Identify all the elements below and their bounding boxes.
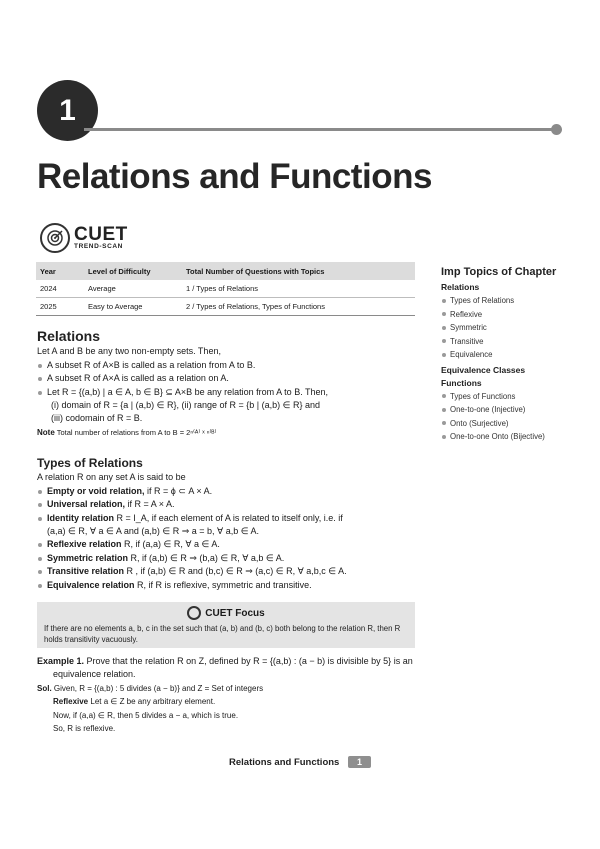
definition: R = I_A, if each element of A is related to itself only, i.e. if	[114, 512, 343, 523]
col-topics: Total Number of Questions with Topics	[182, 262, 415, 280]
sol-label: Sol.	[37, 683, 52, 693]
section-heading: Types of Relations	[37, 456, 143, 470]
solution-line: Now, if (a,a) ∈ R, then 5 divides a − a, which is true.	[53, 710, 239, 720]
topic-group-relations: Relations	[441, 282, 480, 292]
list-item	[37, 498, 427, 511]
list-item: Symmetric	[441, 321, 591, 335]
note-text: Total number of relations from A to B = 2ⁿ⁽ᴬ⁾ ˣ ⁿ⁽ᴮ⁾	[56, 427, 217, 437]
page-footer	[0, 756, 600, 768]
focus-text: If there are no elements a, b, c in the set such that (a, b) and (b, c) both belong to the relation R, then R holds transitivity vacuously.	[44, 624, 401, 644]
list-item: One-to-one (Injective)	[441, 403, 591, 417]
cell-year: 2024	[36, 280, 84, 298]
chapter-number-badge	[37, 80, 98, 141]
target-icon	[40, 223, 70, 253]
list-item: One-to-one Onto (Bijective)	[441, 430, 591, 444]
definition: R , if (a,b) ∈ R and (b,c) ∈ R ⇒ (a,c) ∈ R, ∀ a,b,c ∈ A.	[124, 566, 347, 577]
definition: R, if (a,a) ∈ R, ∀ a ∈ A.	[121, 539, 220, 550]
paragraph: Let A and B be any two non-empty sets. Then,	[37, 346, 221, 357]
list-item	[37, 552, 427, 565]
example-label: Example 1.	[37, 656, 85, 666]
focus-title: CUET Focus	[205, 607, 265, 619]
trend-table-header	[36, 262, 415, 280]
example-text: Prove that the relation R on Z, defined by R = {(a,b) : (a − b) is divisible by 5} is an	[84, 656, 413, 666]
example-section	[37, 655, 427, 735]
sol-text: Given, R = {(a,b) : 5 divides (a − b)} and Z = Set of integers	[51, 683, 264, 693]
cuet-trend-scan-logo	[40, 223, 128, 253]
note-label: Note	[37, 427, 55, 437]
list-item: Reflexive	[441, 308, 591, 322]
list-item	[37, 512, 427, 525]
types-of-relations-section	[37, 457, 427, 592]
term: Universal relation,	[47, 499, 126, 510]
list-item: Equivalence	[441, 348, 591, 362]
term: Symmetric relation	[47, 552, 129, 563]
topic-group-functions: Functions	[441, 377, 482, 388]
list-item	[37, 538, 427, 551]
term: Reflexive relation	[47, 539, 122, 550]
term: Equivalence relation	[47, 579, 135, 590]
relations-section	[37, 330, 417, 439]
definition: if R = A × A.	[125, 499, 175, 510]
definition: R, if (a,b) ∈ R ⇒ (b,a) ∈ R, ∀ a,b ∈ A.	[128, 552, 285, 563]
list-item: Types of Functions	[441, 390, 591, 404]
list-item: A subset R of A×A is called as a relation on A.	[37, 372, 417, 385]
list-item	[37, 565, 427, 578]
list-item	[37, 579, 427, 592]
imp-topics-panel	[441, 266, 591, 444]
paragraph: (a,a) ∈ R, ∀ a ∈ A and (a,b) ∈ R ⇒ a = b, ∀ a,b ∈ A.	[47, 526, 260, 537]
topic-group-equivalence-classes: Equivalence Classes	[441, 364, 526, 375]
cell-difficulty: Average	[84, 280, 182, 298]
trend-scan-label: TREND-SCAN	[74, 243, 123, 251]
cell-difficulty: Easy to Average	[84, 298, 182, 316]
target-icon	[187, 606, 201, 620]
list-item: Onto (Surjective)	[441, 417, 591, 431]
solution-line: So, R is reflexive.	[53, 724, 116, 734]
cell-topics: 2 / Types of Relations, Types of Functions	[182, 298, 415, 316]
footer-title: Relations and Functions	[229, 757, 340, 768]
list-item: A subset R of A×B is called as a relation from A to B.	[37, 359, 417, 372]
imp-topics-title: Imp Topics of Chapter	[441, 266, 557, 278]
col-difficulty: Level of Difficulty	[84, 262, 182, 280]
note	[37, 426, 417, 439]
solution-line	[37, 695, 427, 708]
paragraph: (iii) codomain of R = B.	[51, 413, 143, 424]
page-number: 1	[348, 756, 371, 768]
paragraph: equivalence relation.	[53, 669, 136, 680]
chapter-number: 1	[59, 93, 76, 127]
example-question	[37, 655, 427, 668]
col-year: Year	[36, 262, 84, 280]
cuet-focus-box	[37, 602, 415, 648]
list-item: Let R = {(a,b) | a ∈ A, b ∈ B} ⊆ A×B be any relation from A to B. Then,	[37, 386, 417, 399]
term: Identity relation	[47, 512, 115, 523]
solution-line	[37, 682, 427, 695]
paragraph: (i) domain of R = {a | (a,b) ∈ R}, (ii) range of R = {b | (a,b) ∈ R} and	[51, 400, 320, 411]
cell-year: 2025	[36, 298, 84, 316]
chapter-rule-dot	[551, 124, 562, 135]
term: Transitive relation	[47, 566, 125, 577]
definition: if R = ϕ ⊂ A × A.	[144, 485, 213, 496]
list-item: Types of Relations	[441, 294, 591, 308]
list-item	[37, 485, 427, 498]
paragraph: A relation R on any set A is said to be	[37, 472, 186, 483]
trend-table	[36, 262, 415, 316]
chapter-rule	[84, 128, 554, 131]
table-row	[36, 298, 415, 316]
cuet-brand: CUET	[74, 224, 128, 246]
table-row	[36, 280, 415, 298]
cell-topics: 1 / Types of Relations	[182, 280, 415, 298]
term: Empty or void relation,	[47, 485, 145, 496]
section-heading: Relations	[37, 328, 101, 344]
definition: R, if R is reflexive, symmetric and transitive.	[134, 579, 312, 590]
list-item: Transitive	[441, 335, 591, 349]
chapter-title: Relations and Functions	[37, 157, 432, 196]
sol-text: Let a ∈ Z be any arbitrary element.	[88, 697, 216, 707]
term: Reflexive	[53, 697, 89, 707]
